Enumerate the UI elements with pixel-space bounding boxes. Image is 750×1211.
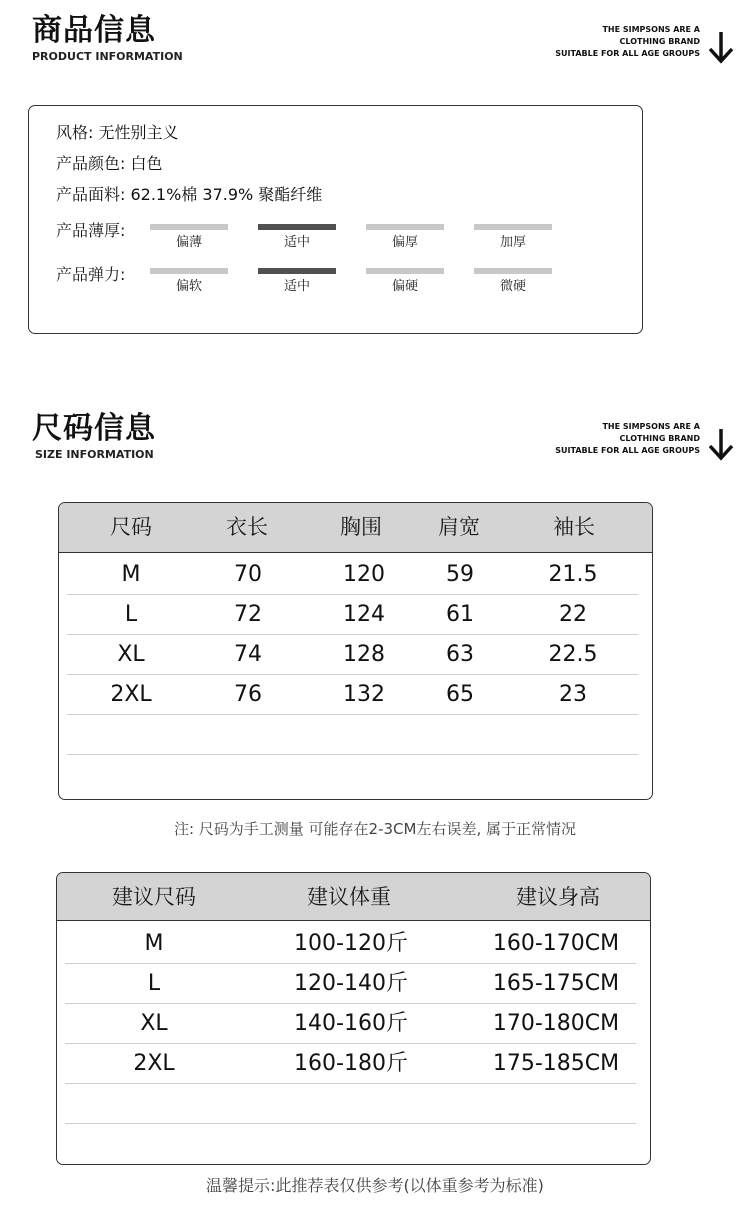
shoulder-cell: 63 (446, 642, 474, 667)
elasticity-option-label: 偏软 (175, 279, 202, 294)
thickness-option-label: 偏薄 (175, 235, 202, 250)
size-section-subtitle: SIZE INFORMATION (35, 448, 154, 461)
table-row (67, 674, 638, 715)
table-row (67, 634, 638, 675)
table-row (67, 554, 638, 595)
length-cell: 72 (234, 602, 262, 627)
thickness-option-label: 适中 (283, 235, 310, 250)
chest-cell: 132 (343, 682, 385, 707)
elasticity-option-bar (366, 268, 444, 274)
elasticity-option-label: 偏硬 (391, 279, 418, 294)
table-row (65, 1043, 636, 1084)
length-cell: 76 (234, 682, 262, 707)
fit-height-cell: 160-170CM (492, 931, 620, 956)
table-row (65, 1123, 636, 1163)
size-table-header-cell: 肩宽 (438, 515, 480, 539)
brand-tagline (552, 421, 742, 465)
thickness-option-bar (474, 224, 552, 230)
sleeve-cell: 23 (559, 682, 587, 707)
elasticity-option-bar (474, 268, 552, 274)
thickness-option-bar (258, 224, 336, 230)
table-row (65, 1003, 636, 1044)
thickness-scale (56, 221, 616, 255)
chest-cell: 120 (343, 562, 385, 587)
elasticity-option-label: 微硬 (499, 279, 526, 294)
fit-height-cell: 165-175CM (492, 971, 620, 996)
size-cell: 2XL (110, 682, 152, 707)
product-section-title: 商品信息 (32, 13, 156, 48)
thickness-option-label: 加厚 (499, 235, 526, 250)
style-line: 风格: 无性别主义 (56, 123, 179, 142)
table-row (65, 963, 636, 1004)
sleeve-cell: 22 (559, 602, 587, 627)
fit-size-cell: L (147, 971, 161, 996)
size-table-header (59, 503, 652, 553)
product-section-header (32, 14, 183, 64)
thickness-option (366, 224, 444, 252)
thickness-option-label: 偏厚 (391, 235, 418, 250)
size-section-title: 尺码信息 (32, 411, 156, 446)
fit-table-header-cell: 建议身高 (516, 885, 600, 909)
size-table-header-cell: 衣长 (226, 515, 268, 539)
table-row (67, 714, 638, 755)
fit-table-header-cell: 建议尺码 (112, 885, 196, 909)
thickness-label: 产品薄厚: (56, 221, 126, 240)
chest-cell: 124 (343, 602, 385, 627)
size-table (58, 502, 653, 800)
thickness-option (474, 224, 552, 252)
fit-size-cell: XL (140, 1011, 168, 1036)
elasticity-option-label: 适中 (283, 279, 310, 294)
size-cell: L (124, 602, 138, 627)
fit-table (56, 872, 651, 1165)
table-row (65, 923, 636, 964)
measurement-note: 注: 尺码为手工测量 可能存在2-3CM左右误差, 属于正常情况 (173, 820, 577, 838)
elasticity-option (474, 268, 552, 296)
elasticity-option-bar (258, 268, 336, 274)
color-line: 产品颜色: 白色 (56, 154, 163, 173)
size-cell: XL (117, 642, 145, 667)
brand-tagline-text: THE SIMPSONS ARE A CLOTHING BRAND SUITABLE FOR ALL AGE GROUPS (555, 422, 700, 455)
length-cell: 74 (234, 642, 262, 667)
size-table-header-cell: 胸围 (340, 515, 382, 539)
elasticity-option (258, 268, 336, 296)
elasticity-option-bar (150, 268, 228, 274)
length-cell: 70 (234, 562, 262, 587)
fit-height-cell: 170-180CM (492, 1011, 620, 1036)
elasticity-option (150, 268, 228, 296)
fit-table-header (57, 873, 650, 921)
fit-size-cell: 2XL (133, 1051, 175, 1076)
fit-weight-cell: 120-140斤 (294, 971, 408, 996)
elasticity-label: 产品弹力: (56, 265, 126, 284)
table-row (65, 1083, 636, 1124)
shoulder-cell: 61 (446, 602, 474, 627)
fabric-line: 产品面料: 62.1%棉 37.9% 聚酯纤维 (56, 185, 323, 204)
table-row (67, 754, 638, 794)
shoulder-cell: 65 (446, 682, 474, 707)
elasticity-option (366, 268, 444, 296)
size-table-header-cell: 尺码 (110, 515, 152, 539)
fit-reference-note: 温馨提示:此推荐表仅供参考(以体重参考为标准) (206, 1176, 544, 1195)
shoulder-cell: 59 (446, 562, 474, 587)
thickness-option-bar (150, 224, 228, 230)
arrow-down-icon (706, 30, 736, 64)
sleeve-cell: 22.5 (548, 642, 598, 667)
fit-weight-cell: 160-180斤 (294, 1051, 408, 1076)
thickness-option (150, 224, 228, 252)
fit-weight-cell: 100-120斤 (294, 931, 408, 956)
arrow-down-icon (706, 427, 736, 461)
sleeve-cell: 21.5 (548, 562, 598, 587)
brand-tagline (552, 24, 742, 68)
size-table-header-cell: 袖长 (553, 515, 595, 539)
elasticity-scale (56, 265, 616, 299)
thickness-option (258, 224, 336, 252)
fit-table-header-cell: 建议体重 (307, 885, 391, 909)
thickness-option-bar (366, 224, 444, 230)
chest-cell: 128 (343, 642, 385, 667)
table-row (67, 594, 638, 635)
fit-height-cell: 175-185CM (492, 1051, 620, 1076)
size-section-header (32, 412, 156, 462)
fit-size-cell: M (144, 931, 164, 956)
fit-weight-cell: 140-160斤 (294, 1011, 408, 1036)
product-section-subtitle: PRODUCT INFORMATION (32, 50, 183, 63)
brand-tagline-text: THE SIMPSONS ARE A CLOTHING BRAND SUITABLE FOR ALL AGE GROUPS (555, 25, 700, 58)
size-cell: M (121, 562, 141, 587)
product-info-box (28, 105, 643, 334)
